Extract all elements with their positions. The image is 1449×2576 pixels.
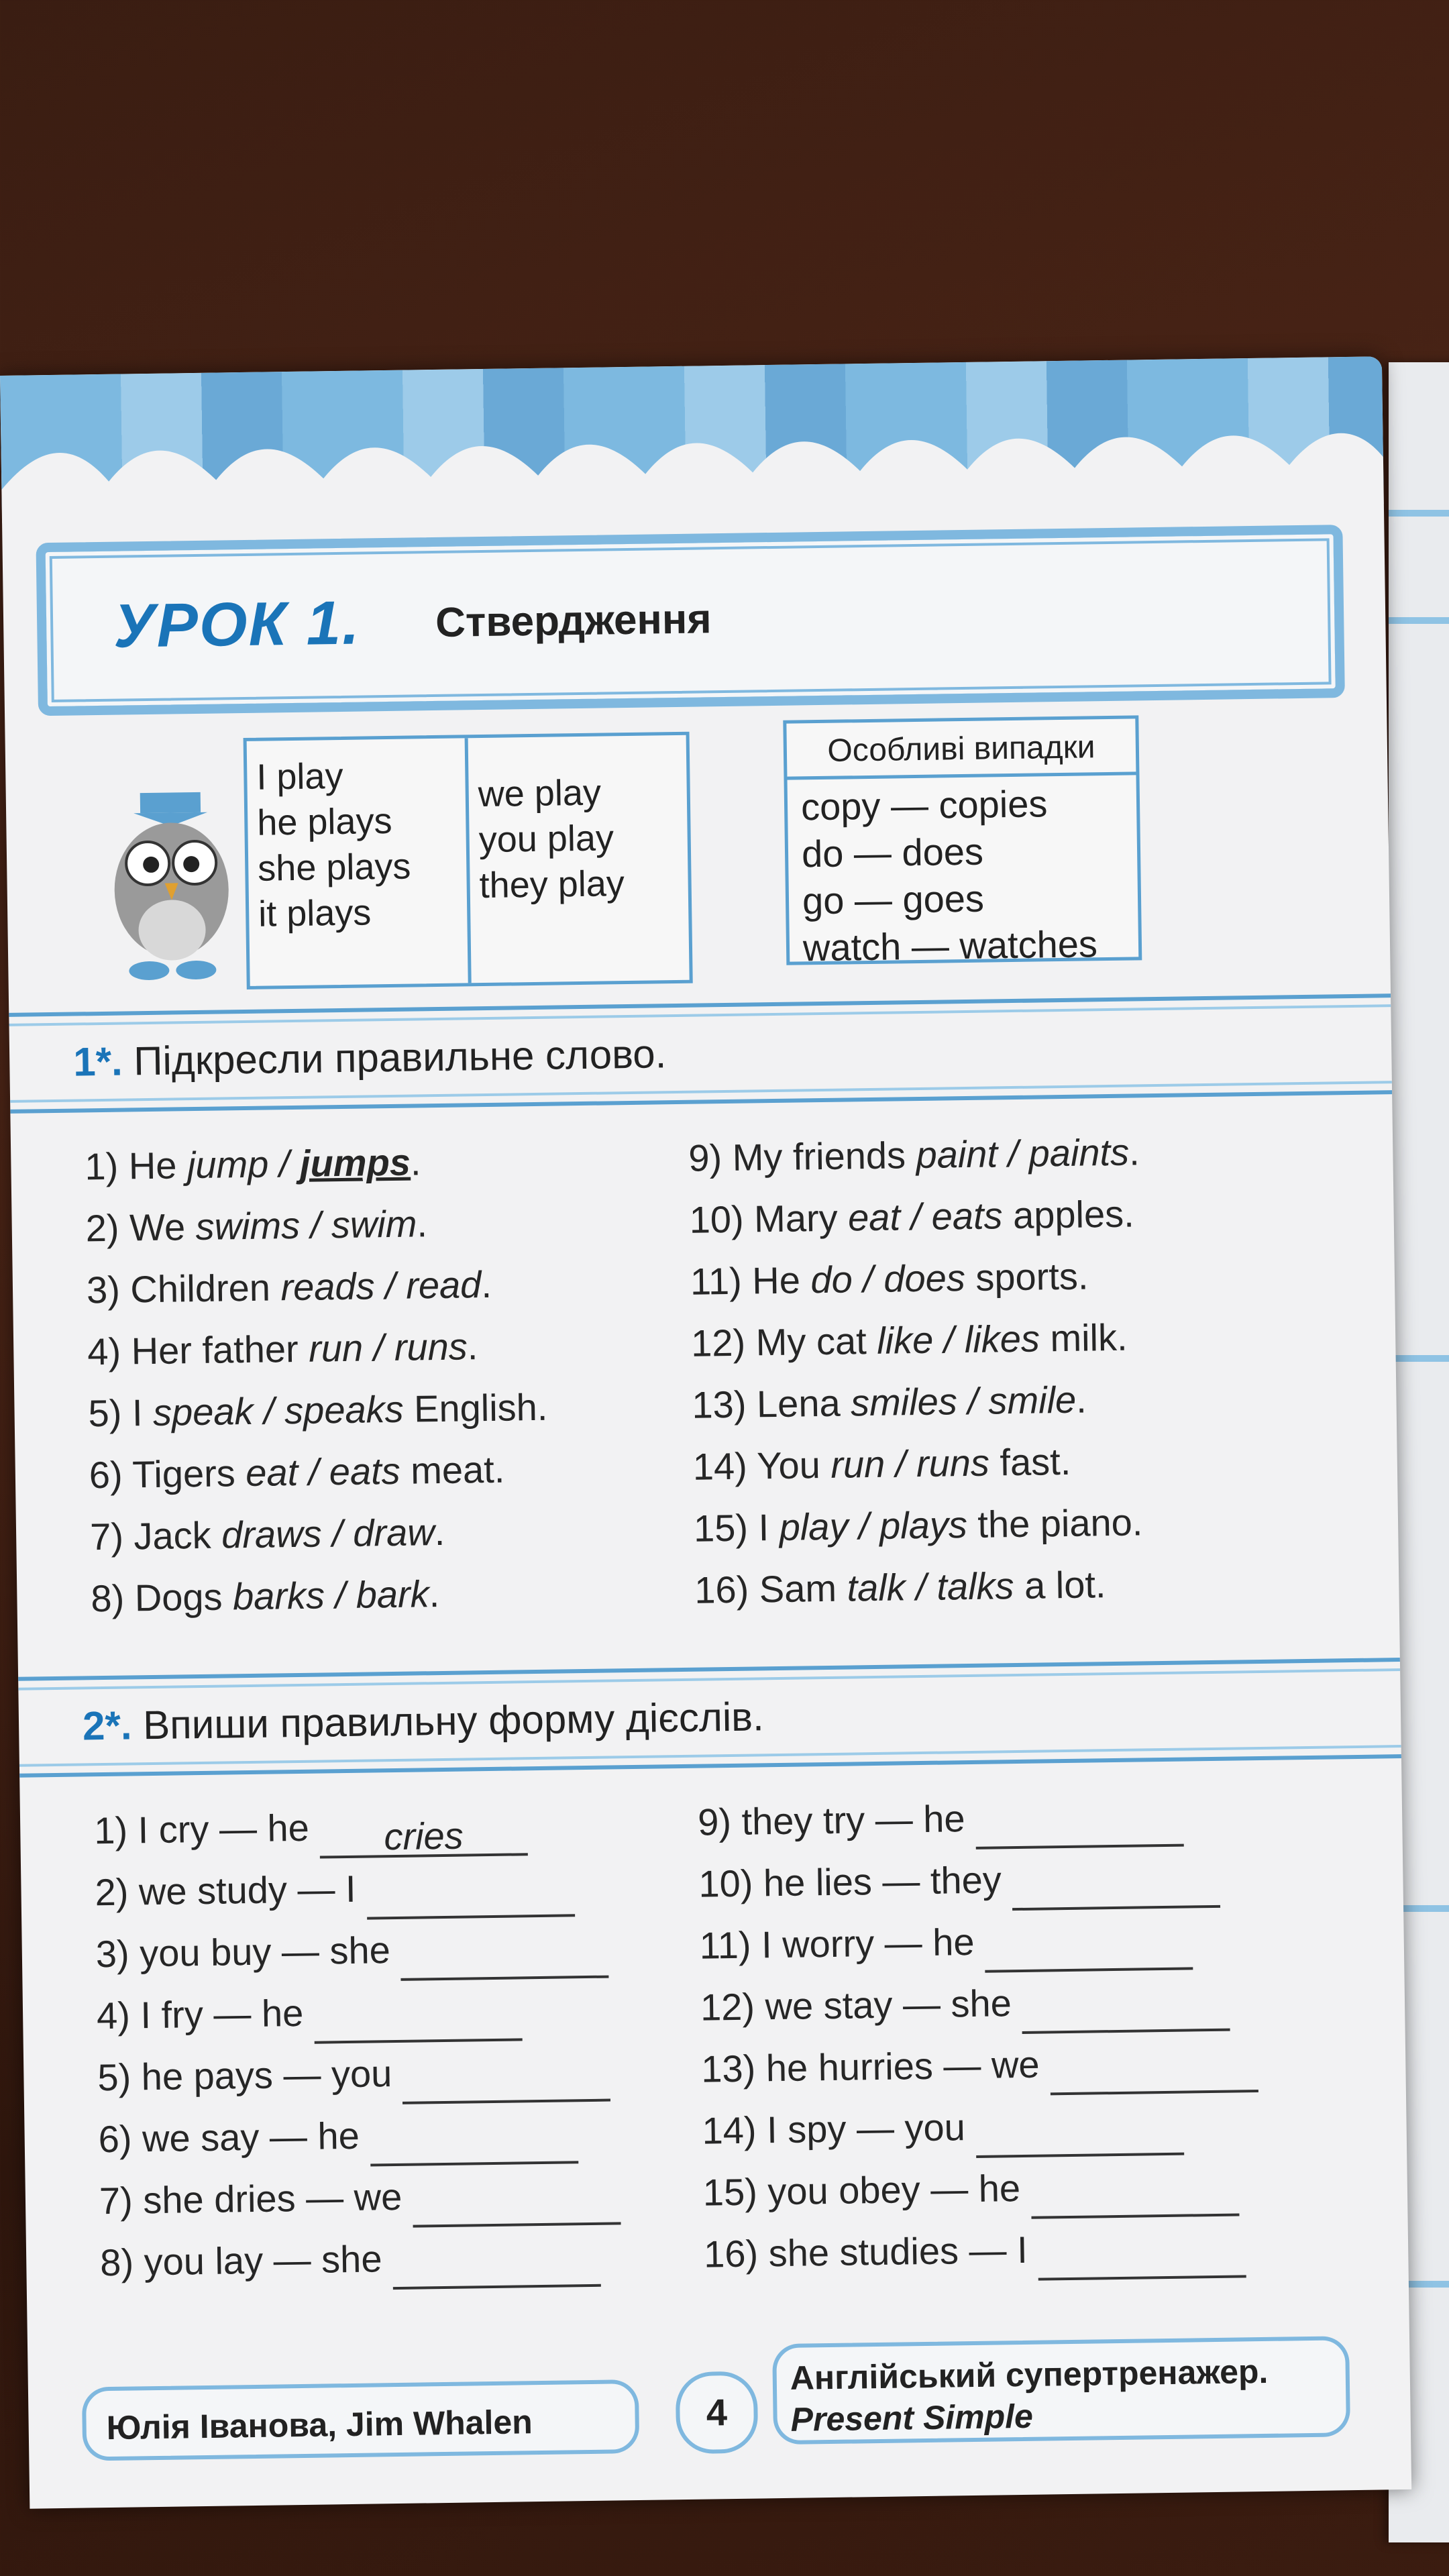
underlined-answer: jumps [299, 1140, 411, 1185]
exercise1-header [9, 994, 1392, 1114]
exercise2-item: 14) I spy — you [702, 2092, 1259, 2162]
plural-column [465, 735, 690, 983]
exercise1-item[interactable]: 8) Dogs barks / bark. [91, 1572, 440, 1620]
book-subtitle: Present Simple [790, 2397, 1034, 2438]
exercise1-left-list [85, 1130, 551, 1629]
page-number: 4 [676, 2371, 759, 2455]
owl-mascot-icon [93, 788, 250, 985]
exercise1-item[interactable]: 7) Jack draws / draw. [89, 1510, 445, 1558]
footer-authors: Юлія Іванова, Jim Whalen [82, 2379, 639, 2461]
exercise2-item: 9) they try — he [698, 1784, 1255, 1854]
exercise2-number: 2*. [82, 1703, 132, 1749]
exercise1-item[interactable]: 15) I play / plays the piano. [693, 1501, 1143, 1550]
exercise1-item[interactable]: 12) My cat like / likes milk. [690, 1316, 1128, 1364]
answer-blank[interactable] [370, 2125, 578, 2166]
special-case-item: watch — watches [802, 922, 1098, 969]
exercise1-item[interactable]: 6) Tigers eat / eats meat. [89, 1448, 505, 1497]
exercise2-item: 7) she dries — we [99, 2163, 621, 2232]
special-case-item: go — goes [802, 877, 985, 922]
exercise2-item: 13) he hurries — we [701, 2031, 1258, 2100]
conj-item: he plays [256, 800, 392, 843]
conj-item: we play [478, 772, 602, 815]
answer-blank[interactable] [975, 2116, 1184, 2158]
answer-blank[interactable] [400, 1939, 609, 1981]
exercise1-item[interactable]: 9) My friends paint / paints. [688, 1130, 1140, 1179]
exercise1-item: 1) He jump / jumps. [85, 1140, 421, 1188]
header-wave [1, 410, 1384, 523]
lesson-title-frame [36, 525, 1344, 716]
exercise1-item[interactable]: 14) You run / runs fast. [692, 1440, 1071, 1488]
exercise1-instruction: Підкресли правильне слово. [133, 1031, 667, 1084]
singular-column [247, 738, 468, 986]
exercise2-item: 6) we say — he [98, 2101, 620, 2170]
exercise2-left-list [94, 1792, 622, 2294]
exercise2-item: 12) we stay — she [700, 1969, 1257, 2039]
special-cases-table [783, 715, 1142, 969]
exercise2-item: 1) I cry — he cries [94, 1792, 616, 1862]
conj-item: I play [256, 755, 343, 798]
exercise1-item[interactable]: 10) Mary eat / eats apples. [689, 1192, 1135, 1241]
exercise2-item: 16) she studies — I [704, 2216, 1261, 2286]
exercise2-item: 10) he lies — they [698, 1845, 1256, 1915]
answer-blank[interactable] [1038, 2239, 1246, 2280]
exercise2-item: 5) he pays — you [97, 2039, 619, 2108]
exercise2-item: 11) I worry — he [699, 1907, 1256, 1977]
special-case-item: copy — copies [800, 782, 1048, 828]
exercise2-item: 4) I fry — he [97, 1978, 619, 2047]
answer-blank[interactable] [1050, 2053, 1258, 2095]
exercise2-item: 15) you obey — he [702, 2154, 1260, 2224]
answer-blank[interactable] [1030, 2177, 1239, 2218]
special-cases-heading: Особливі випадки [786, 718, 1136, 780]
answer-blank[interactable] [1012, 1869, 1220, 1911]
exercise1-right-list [688, 1121, 1146, 1621]
answer-blank[interactable] [413, 2186, 621, 2227]
answer-blank[interactable]: cries [319, 1817, 528, 1858]
special-case-item: do — does [801, 830, 984, 875]
answer-blank[interactable] [1022, 1992, 1230, 2034]
conj-item: it plays [258, 892, 372, 934]
conjugation-table [244, 732, 693, 989]
exercise2-item: 8) you lay — she [100, 2224, 622, 2294]
exercise1-item[interactable]: 5) I speak / speaks English. [88, 1385, 548, 1435]
exercise1-item[interactable]: 16) Sam talk / talks a lot. [694, 1563, 1106, 1611]
exercise1-item[interactable]: 11) He do / does sports. [690, 1254, 1089, 1303]
lesson-number: УРОК 1. [113, 588, 361, 661]
answer-blank[interactable] [985, 1931, 1193, 1972]
conj-item: you play [478, 818, 614, 861]
exercise1-item[interactable]: 4) Her father run / runs. [87, 1325, 478, 1373]
exercise2-item: 2) we study — I [95, 1854, 616, 1923]
answer-blank[interactable] [392, 2248, 601, 2290]
exercise1-number: 1*. [72, 1038, 123, 1085]
exercise2-right-list [698, 1784, 1261, 2286]
exercise2-header [18, 1658, 1401, 1778]
lesson-title: Ствердження [435, 596, 712, 646]
answer-blank[interactable] [366, 1878, 575, 1919]
answer-blank[interactable] [402, 2063, 611, 2104]
exercise1-item[interactable]: 3) Children reads / read. [86, 1263, 492, 1311]
answer-blank[interactable] [314, 2002, 523, 2043]
exercise2-item: 3) you buy — she [95, 1916, 617, 1985]
exercise1-item[interactable]: 2) We swims / swim. [85, 1202, 428, 1250]
book-title: Англійський супертренажер. [790, 2352, 1269, 2397]
footer-book-title [772, 2336, 1350, 2445]
conj-item: she plays [257, 846, 411, 889]
workbook-page [0, 356, 1411, 2508]
exercise2-instruction: Впиши правильну форму дієслів. [142, 1694, 765, 1748]
exercise1-item[interactable]: 13) Lena smiles / smile. [692, 1378, 1087, 1426]
answer-blank[interactable] [975, 1808, 1184, 1849]
conj-item: they play [479, 863, 625, 906]
